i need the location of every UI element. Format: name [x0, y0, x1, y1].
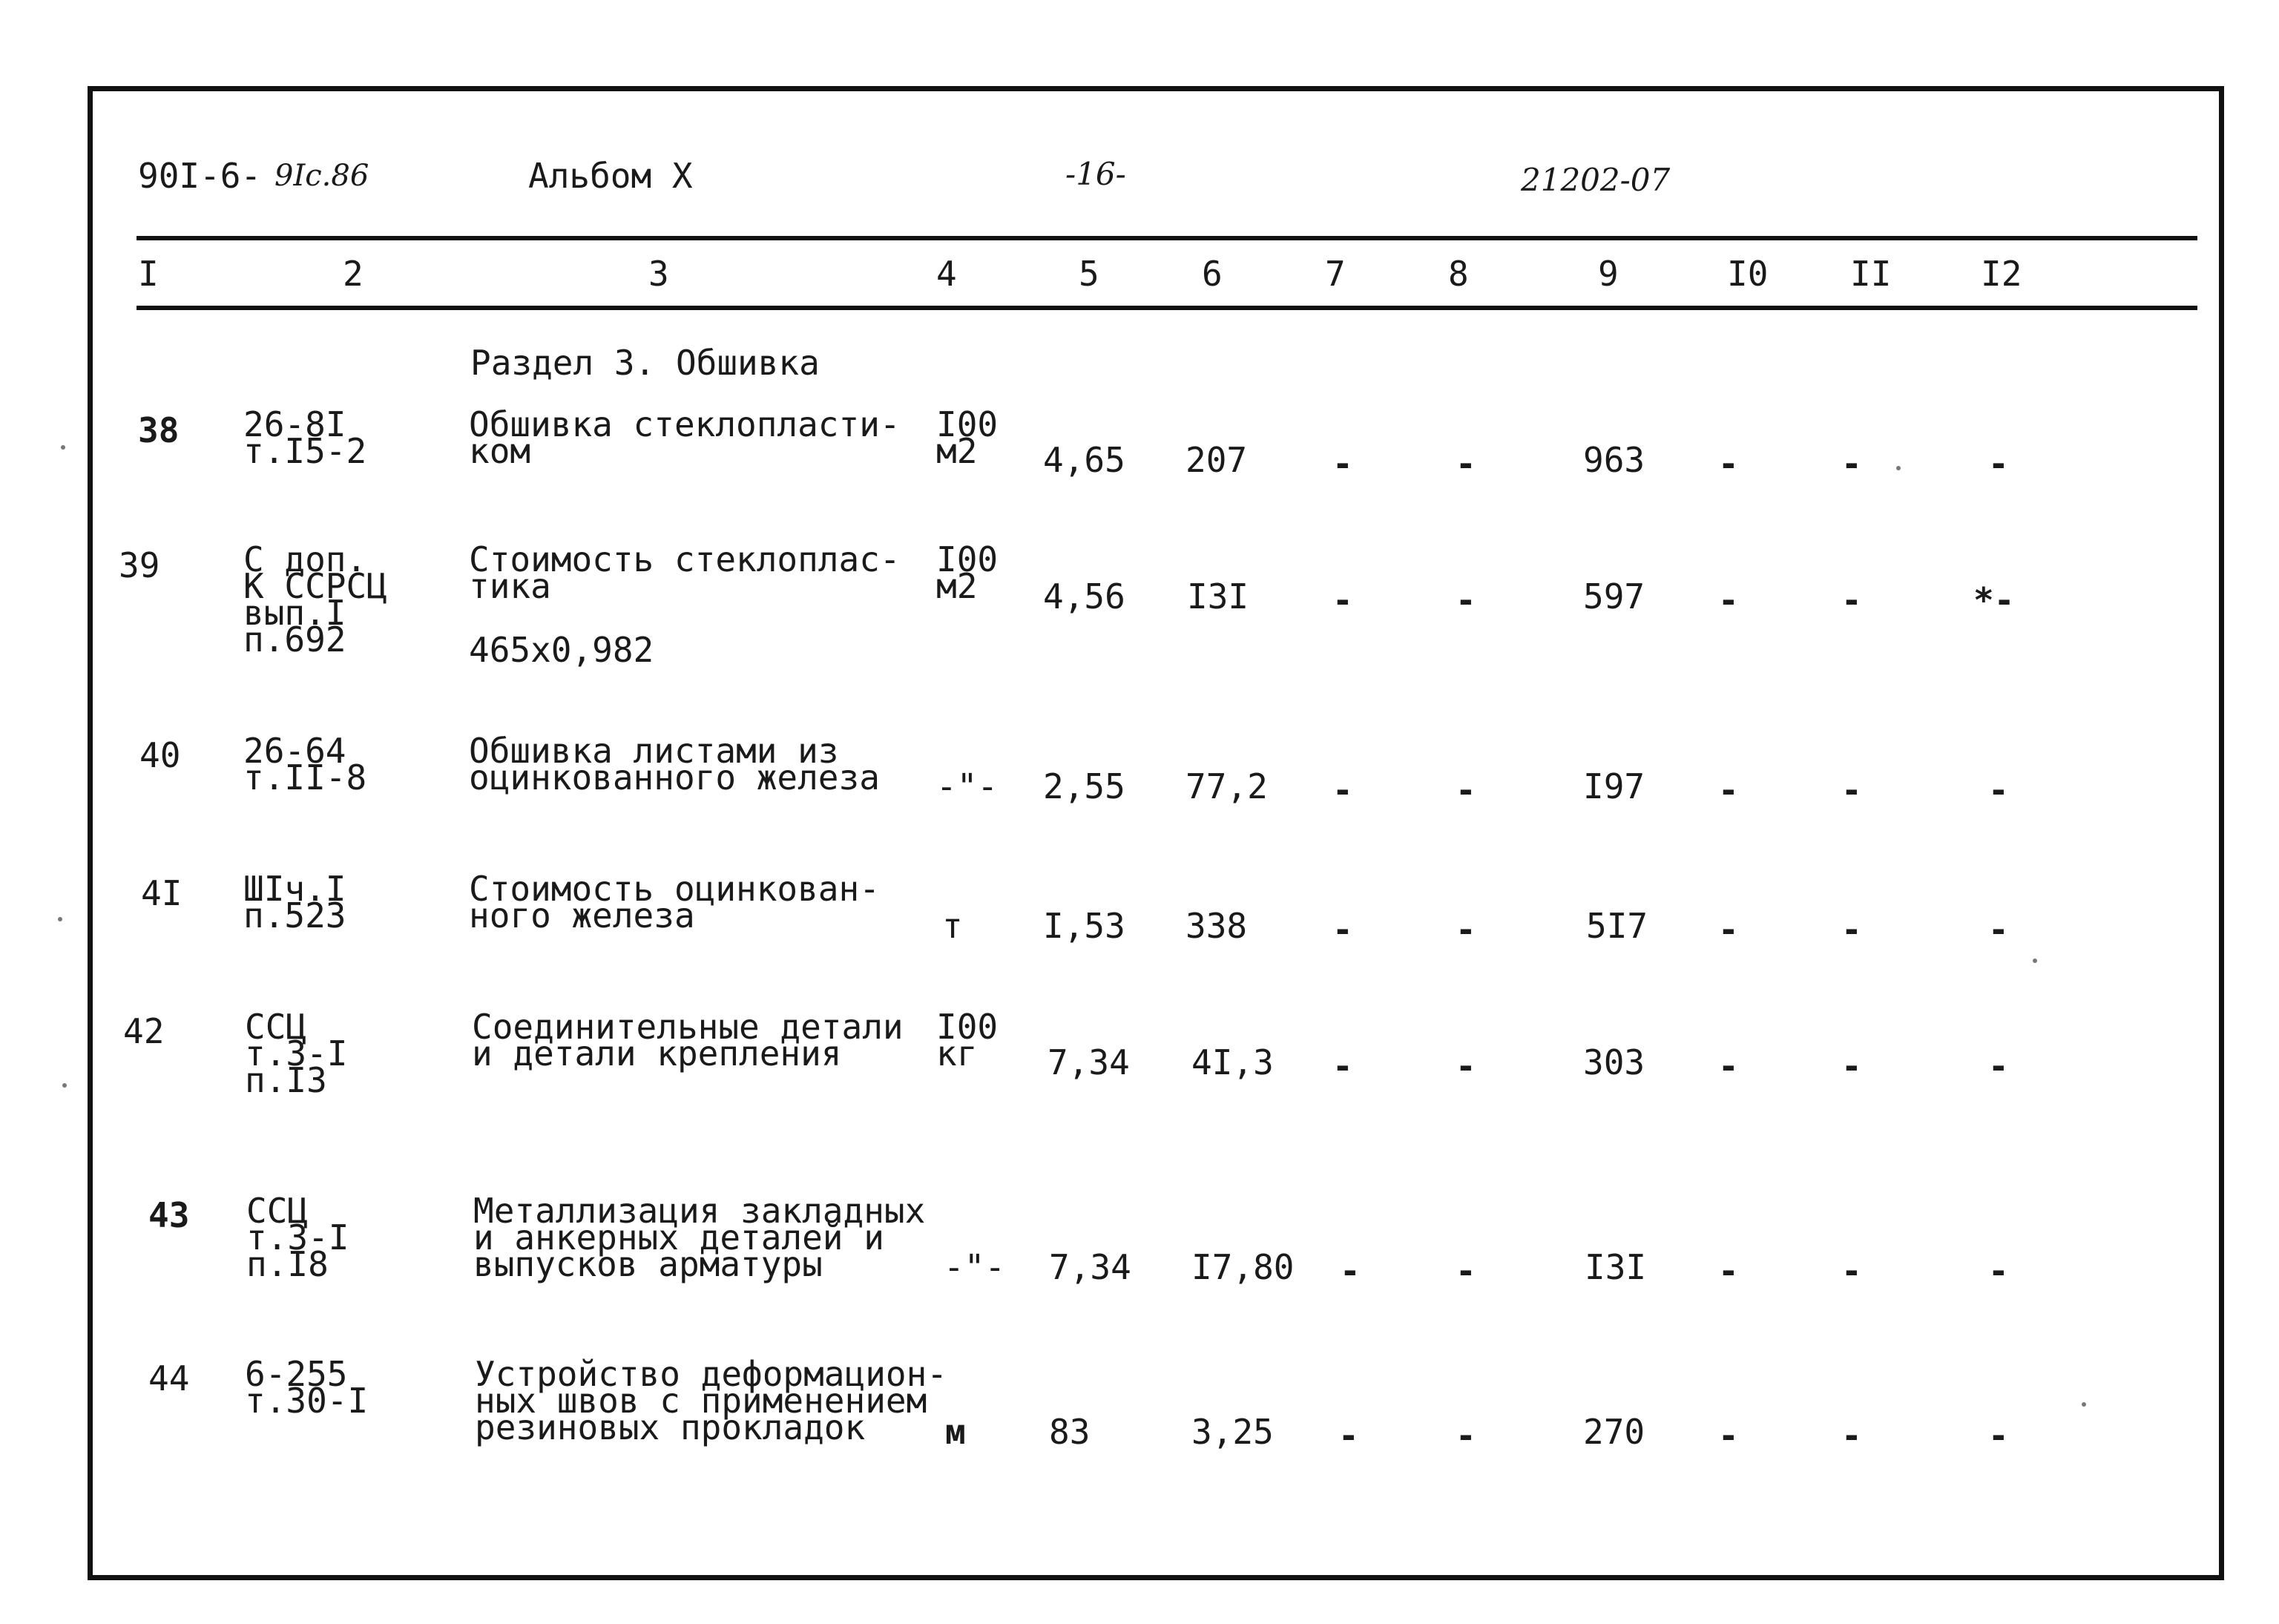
row-col5: 4,65 — [1043, 440, 1125, 480]
inventory-number: 21202-07 — [1521, 162, 1671, 198]
row-col12: - — [1988, 910, 2009, 950]
row-col5: 2,55 — [1043, 766, 1125, 806]
row-col5: 83 — [1049, 1412, 1091, 1452]
row-name: Соединительные детали и детали крепления — [472, 1007, 904, 1074]
row-col10: - — [1718, 580, 1739, 620]
row-col12: *- — [1973, 580, 2015, 620]
scan-speck — [61, 445, 65, 450]
row-col5: 7,34 — [1048, 1042, 1130, 1082]
row-number: 39 — [119, 545, 160, 585]
column-number-3: 3 — [648, 254, 669, 294]
row-name: Обшивка стеклопласти- ком — [469, 404, 901, 471]
column-number-11: II — [1850, 254, 1892, 294]
scan-speck — [2082, 1402, 2086, 1407]
column-number-4: 4 — [936, 254, 957, 294]
row-col7: - — [1332, 910, 1353, 950]
scan-speck — [1896, 466, 1901, 470]
row-unit: I00 кг — [936, 1007, 999, 1074]
row-col9: 5I7 — [1586, 906, 1648, 946]
row-name: Стоимость стеклоплас- тика — [469, 539, 901, 606]
row-col9: 597 — [1583, 576, 1645, 617]
row-col9: 270 — [1583, 1412, 1645, 1452]
row-col8: - — [1456, 580, 1476, 620]
row-code: 26-8I т.I5-2 — [243, 404, 367, 471]
row-name: Металлизация закладных и анкерных деталей и выпусков арматуры — [473, 1191, 926, 1284]
column-number-1: I — [138, 254, 159, 294]
row-col8: - — [1456, 1416, 1476, 1456]
column-number-6: 6 — [1202, 254, 1223, 294]
section-title: Раздел 3. Обшивка — [470, 343, 820, 383]
row-col8: - — [1456, 910, 1476, 950]
row-col11: - — [1841, 580, 1862, 620]
row-col12: - — [1988, 1046, 2009, 1086]
row-col11: - — [1841, 1251, 1862, 1291]
row-col11: - — [1841, 770, 1862, 810]
doc-code-handwritten: 9Ic.86 — [274, 159, 369, 193]
row-number: 4I — [141, 873, 182, 913]
row-col6: 4I,3 — [1191, 1042, 1274, 1082]
row-number: 42 — [123, 1011, 165, 1051]
row-col10: - — [1718, 1251, 1739, 1291]
row-col10: - — [1718, 770, 1739, 810]
column-number-10: I0 — [1727, 254, 1769, 294]
row-col6: I3I — [1187, 576, 1249, 617]
row-col11: - — [1841, 910, 1862, 950]
row-name-extra: 465х0,982 — [469, 630, 654, 670]
row-col12: - — [1988, 444, 2009, 484]
column-number-9: 9 — [1598, 254, 1619, 294]
row-number: 43 — [148, 1195, 190, 1235]
row-col7: - — [1332, 580, 1353, 620]
column-number-7: 7 — [1325, 254, 1346, 294]
row-col7: - — [1332, 770, 1353, 810]
row-col12: - — [1988, 1251, 2009, 1291]
row-col7: - — [1332, 1046, 1353, 1086]
row-col8: - — [1456, 1251, 1476, 1291]
column-number-2: 2 — [343, 254, 364, 294]
doc-code: 90I-6- — [138, 156, 262, 196]
row-col11: - — [1841, 1416, 1862, 1456]
scan-speck — [62, 1083, 67, 1088]
row-col5: I,53 — [1043, 906, 1125, 946]
row-col6: 3,25 — [1191, 1412, 1274, 1452]
row-unit: -"- — [936, 766, 999, 806]
row-col5: 7,34 — [1049, 1247, 1131, 1287]
row-code: 26-64 т.II-8 — [243, 731, 367, 798]
row-unit: -"- — [944, 1247, 1006, 1287]
row-col8: - — [1456, 1046, 1476, 1086]
row-name: Обшивка листами из оцинкованного железа — [469, 731, 880, 798]
row-col10: - — [1718, 444, 1739, 484]
row-col6: I7,80 — [1191, 1247, 1295, 1287]
header-top-rule — [137, 236, 2197, 240]
row-col12: - — [1988, 1416, 2009, 1456]
column-number-8: 8 — [1448, 254, 1469, 294]
row-unit: м — [945, 1412, 966, 1452]
row-col11: - — [1841, 444, 1862, 484]
column-number-5: 5 — [1079, 254, 1099, 294]
row-code: ССЦ т.3-I п.I8 — [246, 1191, 349, 1284]
header-bottom-rule — [137, 306, 2197, 310]
page-number: -16- — [1065, 156, 1126, 192]
row-unit: I00 м2 — [936, 539, 999, 606]
row-number: 38 — [138, 410, 180, 450]
row-number: 40 — [139, 735, 181, 775]
row-col7: - — [1332, 444, 1353, 484]
row-col8: - — [1456, 444, 1476, 484]
row-col9: 963 — [1583, 440, 1645, 480]
row-unit: т — [942, 906, 963, 946]
row-col10: - — [1718, 1046, 1739, 1086]
scan-speck — [2033, 959, 2037, 963]
row-col9: I97 — [1583, 766, 1645, 806]
row-col8: - — [1456, 770, 1476, 810]
row-col12: - — [1988, 770, 2009, 810]
scan-speck — [58, 917, 62, 921]
row-number: 44 — [148, 1358, 190, 1398]
row-code: ССЦ т.3-I п.I3 — [245, 1007, 348, 1100]
row-name: Стоимость оцинкован- ного железа — [469, 869, 880, 936]
row-col10: - — [1718, 910, 1739, 950]
row-code: ШIч.I п.523 — [243, 869, 346, 936]
row-code: 6-255 т.30-I — [245, 1354, 369, 1421]
row-code: С доп. К ССРСЦ вып.I п.692 — [243, 539, 387, 660]
row-col7: - — [1338, 1416, 1359, 1456]
row-col6: 338 — [1185, 906, 1248, 946]
row-col10: - — [1718, 1416, 1739, 1456]
row-col9: 303 — [1583, 1042, 1645, 1082]
row-col9: I3I — [1585, 1247, 1647, 1287]
column-number-12: I2 — [1981, 254, 2022, 294]
document-frame — [88, 86, 2224, 1580]
row-col5: 4,56 — [1043, 576, 1125, 617]
row-col11: - — [1841, 1046, 1862, 1086]
row-unit: I00 м2 — [936, 404, 999, 471]
row-name: Устройство деформацион- ных швов с применением резиновых прокладок — [475, 1354, 947, 1447]
album-label: Альбом X — [528, 156, 693, 196]
row-col6: 77,2 — [1185, 766, 1268, 806]
row-col6: 207 — [1185, 440, 1248, 480]
row-col7: - — [1340, 1251, 1361, 1291]
